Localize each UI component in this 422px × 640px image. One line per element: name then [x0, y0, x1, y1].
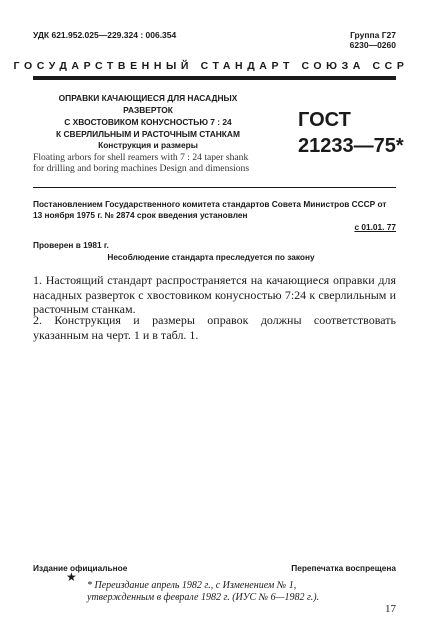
english-title: [33, 152, 288, 174]
document-subtitle: Конструкция и размеры: [98, 140, 198, 150]
decree-text: Постановлением Государственного комитета стандартов Совета Министров СССР от 13 ноября 1975 г. № 2874 срок введения установлен: [33, 199, 387, 220]
english-title-line: Floating arbors for shell reamers with 7 : 24 taper shank: [33, 152, 249, 163]
okp-code: 6230—0260: [349, 40, 396, 50]
note-line: * Переиздание апрель 1982 г., с Изменением № 1,: [87, 580, 297, 591]
group-code: [350, 30, 396, 50]
document-title: [33, 92, 263, 140]
group-line: Группа Г27: [350, 30, 396, 40]
body-paragraph-1: 1. Настоящий стандарт распространяется на качающиеся оправки для насадных разверток с хвостовиком конусностью 7:24 к сверлильным и расточным станкам.: [33, 273, 396, 316]
title-line: ОПРАВКИ КАЧАЮЩИЕСЯ ДЛЯ НАСАДНЫХ РАЗВЕРТОК: [58, 93, 238, 115]
english-title-line: for drilling and boring machines Design and dimensions: [33, 163, 250, 174]
body-paragraph-2: 2. Конструкция и размеры оправок должны соответствовать указанным на черт. 1 и в табл. 1.: [33, 313, 396, 342]
udk-code: УДК 621.952.025—229.324 : 006.354: [33, 30, 177, 40]
star-icon: ★: [66, 570, 77, 584]
checked-note: Проверен в 1981 г.: [33, 240, 109, 250]
state-standard-heading: ГОСУДАРСТВЕННЫЙ СТАНДАРТ СОЮЗА ССР: [13, 60, 409, 72]
gost-number: 21233—75*: [298, 135, 404, 157]
reprint-prohibited-label: Перепечатка воспрещена: [291, 563, 396, 573]
legal-notice: Несоблюдение стандарта преследуется по закону: [107, 252, 315, 262]
effective-date: с 01.01. 77: [354, 222, 396, 232]
reissue-note: [87, 580, 387, 604]
note-line: утвержденным в феврале 1982 г. (ИУС № 6—1982 г.).: [87, 592, 320, 603]
page-number: 17: [385, 603, 396, 615]
official-edition-label: Издание официальное: [33, 563, 128, 573]
gost-designation: [298, 107, 404, 159]
title-line: С ХВОСТОВИКОМ КОНУСНОСТЬЮ 7 : 24: [64, 117, 232, 127]
divider-rule: [33, 187, 396, 188]
heading-rule: [33, 76, 396, 80]
gost-label: ГОСТ: [298, 109, 351, 131]
title-line: К СВЕРЛИЛЬНЫМ И РАСТОЧНЫМ СТАНКАМ: [56, 129, 240, 139]
